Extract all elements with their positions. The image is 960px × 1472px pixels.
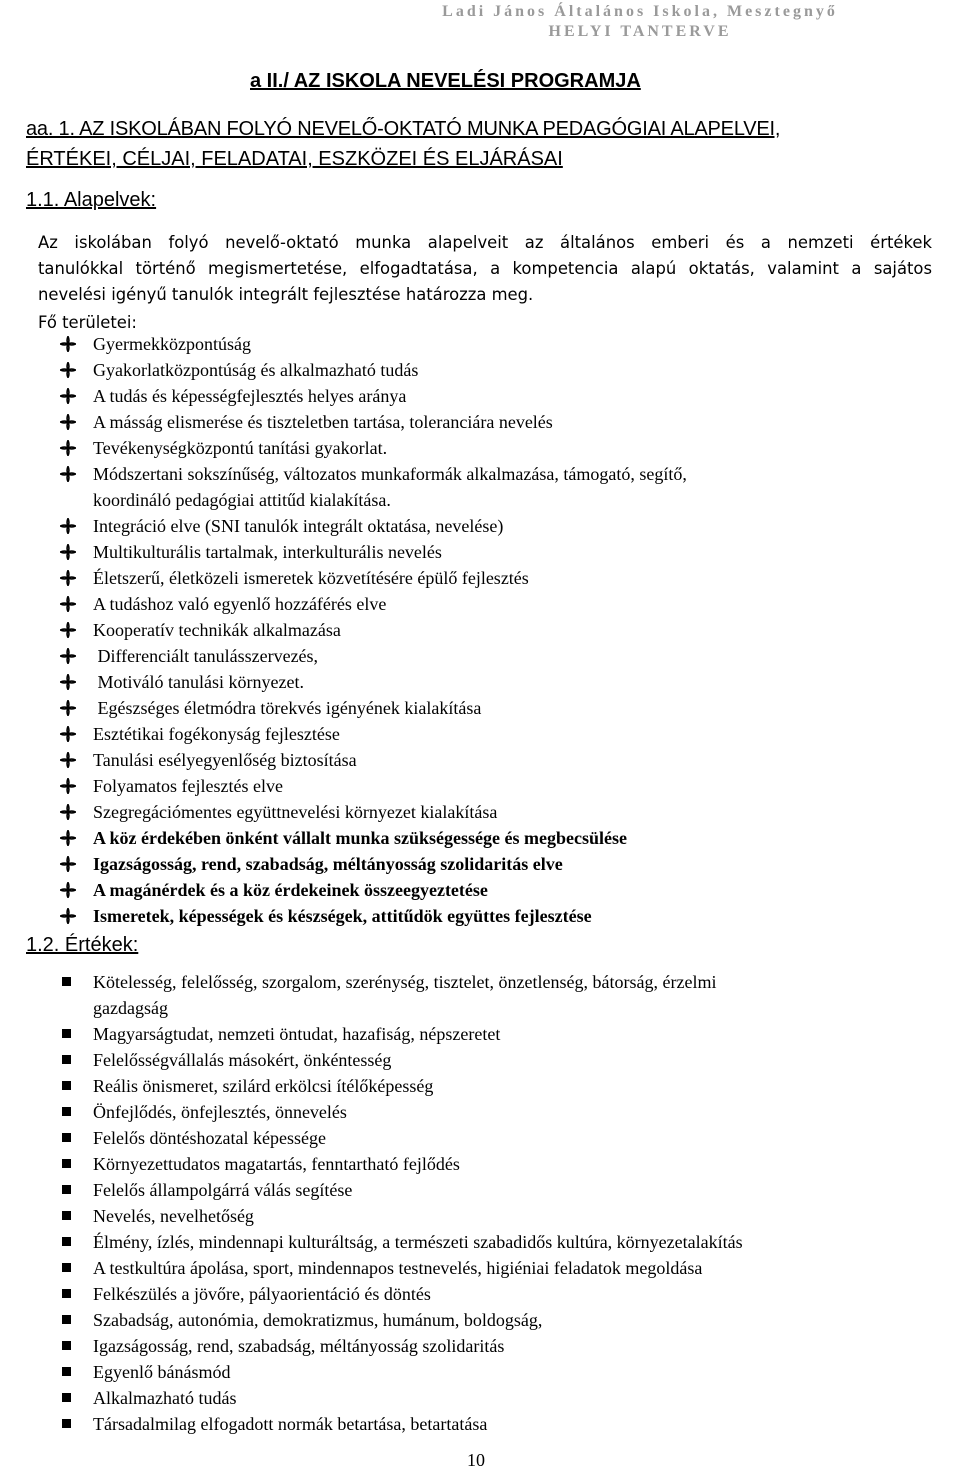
value-item <box>60 969 743 1021</box>
principle-text: Igazságosság, rend, szabadság, méltányosság szolidaritás elve <box>93 854 563 874</box>
value-text: Társadalmilag elfogadott normák betartása, betartatása <box>93 1414 488 1434</box>
diamond-bullet-icon <box>60 570 76 586</box>
principle-item <box>60 409 687 435</box>
value-text: Egyenlő bánásmód <box>93 1362 231 1382</box>
principle-item <box>60 357 687 383</box>
subsection-heading-alapelvek: 1.1. Alapelvek: <box>26 189 157 211</box>
principle-item <box>60 721 687 747</box>
principle-item <box>60 513 687 539</box>
square-bullet-icon <box>62 1367 71 1376</box>
principle-text: Egészséges életmódra törekvés igényének kialakítása <box>93 698 482 718</box>
value-text: Nevelés, nevelhetőség <box>93 1206 254 1226</box>
square-bullet-icon <box>62 1393 71 1402</box>
principle-item <box>60 747 687 773</box>
diamond-bullet-icon <box>60 882 76 898</box>
diamond-bullet-icon <box>60 388 76 404</box>
paragraph-line: tanulókkal történő megismertetése, elfogadtatása, a kompetencia alapú oktatás, valamint a sajátos <box>38 258 932 278</box>
value-item <box>60 1047 743 1073</box>
diamond-bullet-icon <box>60 908 76 924</box>
header-school-name: Ladi János Általános Iskola, Mesztegnyő <box>442 3 838 20</box>
square-bullet-icon <box>62 1159 71 1168</box>
square-bullet-icon <box>62 1107 71 1116</box>
areas-label: Fő területei: <box>38 313 137 332</box>
principle-text: A magánérdek és a köz érdekeinek összeegyeztetése <box>93 880 488 900</box>
square-bullet-icon <box>62 1029 71 1038</box>
values-list <box>60 969 743 1437</box>
diamond-bullet-icon <box>60 752 76 768</box>
diamond-bullet-icon <box>60 830 76 846</box>
value-text: Igazságosság, rend, szabadság, méltányosság szolidaritás <box>93 1336 505 1356</box>
principle-item <box>60 539 687 565</box>
value-item <box>60 1021 743 1047</box>
value-text: A testkultúra ápolása, sport, mindennapos testnevelés, higiéniai feladatok megoldása <box>93 1258 703 1278</box>
value-text: Kötelesség, felelősség, szorgalom, szerénység, tisztelet, önzetlenség, bátorság, érzelmi <box>93 972 717 992</box>
diamond-bullet-icon <box>60 700 76 716</box>
section-heading-line2: ÉRTÉKEI, CÉLJAI, FELADATAI, ESZKÖZEI ÉS ELJÁRÁSAI <box>26 148 563 170</box>
value-item <box>60 1229 743 1255</box>
principle-item <box>60 383 687 409</box>
value-text: Magyarságtudat, nemzeti öntudat, hazafiság, népszeretet <box>93 1024 501 1044</box>
diamond-bullet-icon <box>60 440 76 456</box>
value-text: Felelősségvállalás másokért, önkéntesség <box>93 1050 392 1070</box>
header-curriculum: HELYI TANTERVE <box>548 23 732 40</box>
diamond-bullet-icon <box>60 726 76 742</box>
value-text-continued: gazdagság <box>93 998 168 1018</box>
diamond-bullet-icon <box>60 466 76 482</box>
principle-text: A tudáshoz való egyenlő hozzáférés elve <box>93 594 387 614</box>
diamond-bullet-icon <box>60 362 76 378</box>
principle-text: Folyamatos fejlesztés elve <box>93 776 283 796</box>
principle-text: Tevékenységközpontú tanítási gyakorlat. <box>93 438 388 458</box>
square-bullet-icon <box>62 1211 71 1220</box>
diamond-bullet-icon <box>60 336 76 352</box>
principle-text: Életszerű, életközeli ismeretek közvetítésére épülő fejlesztés <box>93 568 529 588</box>
diamond-bullet-icon <box>60 856 76 872</box>
value-item <box>60 1203 743 1229</box>
principle-item <box>60 461 687 513</box>
principle-item <box>60 773 687 799</box>
value-text: Felelős döntéshozatal képessége <box>93 1128 326 1148</box>
square-bullet-icon <box>62 1081 71 1090</box>
principle-text: Integráció elve (SNI tanulók integrált oktatása, nevelése) <box>93 516 504 536</box>
value-item <box>60 1281 743 1307</box>
diamond-bullet-icon <box>60 518 76 534</box>
section-heading-line1: aa. 1. AZ ISKOLÁBAN FOLYÓ NEVELŐ-OKTATÓ MUNKA PEDAGÓGIAI ALAPELVEI, <box>26 118 781 140</box>
diamond-bullet-icon <box>60 648 76 664</box>
principle-item <box>60 591 687 617</box>
value-item <box>60 1125 743 1151</box>
principle-item <box>60 799 687 825</box>
principle-item <box>60 877 687 903</box>
principle-text: Módszertani sokszínűség, változatos munkaformák alkalmazása, támogató, segítő, <box>93 464 687 484</box>
value-item <box>60 1359 743 1385</box>
value-item <box>60 1073 743 1099</box>
value-text: Környezettudatos magatartás, fenntartható fejlődés <box>93 1154 460 1174</box>
principle-item <box>60 617 687 643</box>
value-text: Élmény, ízlés, mindennapi kulturáltság, a természeti szabadidős kultúra, környezetalakítás <box>93 1232 743 1252</box>
square-bullet-icon <box>62 977 71 986</box>
value-text: Alkalmazható tudás <box>93 1388 237 1408</box>
principle-text: A köz érdekében önként vállalt munka szükségessége és megbecsülése <box>93 828 627 848</box>
principle-item <box>60 565 687 591</box>
square-bullet-icon <box>62 1263 71 1272</box>
page-title: a II./ AZ ISKOLA NEVELÉSI PROGRAMJA <box>250 70 641 92</box>
diamond-bullet-icon <box>60 544 76 560</box>
square-bullet-icon <box>62 1419 71 1428</box>
principle-text-continued: koordináló pedagógiai attitűd kialakítása. <box>93 490 391 510</box>
principle-text: A másság elismerése és tiszteletben tartása, toleranciára nevelés <box>93 412 553 432</box>
value-text: Önfejlődés, önfejlesztés, önnevelés <box>93 1102 347 1122</box>
principle-item <box>60 903 687 929</box>
paragraph-line: Az iskolában folyó nevelő-oktató munka alapelveit az általános emberi és a nemzeti értékek <box>38 233 932 252</box>
subsection-heading-ertekek: 1.2. Értékek: <box>26 934 139 956</box>
principle-item <box>60 825 687 851</box>
square-bullet-icon <box>62 1237 71 1246</box>
principle-text: Gyermekközpontúság <box>93 334 251 354</box>
square-bullet-icon <box>62 1315 71 1324</box>
principle-text: Kooperatív technikák alkalmazása <box>93 620 341 640</box>
principle-item <box>60 643 687 669</box>
diamond-bullet-icon <box>60 622 76 638</box>
diamond-bullet-icon <box>60 804 76 820</box>
principle-text: Motiváló tanulási környezet. <box>93 672 304 692</box>
square-bullet-icon <box>62 1055 71 1064</box>
principle-text: Multikulturális tartalmak, interkulturális nevelés <box>93 542 442 562</box>
principle-text: Ismeretek, képességek és készségek, attitűdök együttes fejlesztése <box>93 906 592 926</box>
value-text: Reális önismeret, szilárd erkölcsi ítélőképesség <box>93 1076 434 1096</box>
diamond-bullet-icon <box>60 414 76 430</box>
diamond-bullet-icon <box>60 778 76 794</box>
value-item <box>60 1255 743 1281</box>
principle-text: Szegregációmentes együttnevelési környezet kialakítása <box>93 802 498 822</box>
square-bullet-icon <box>62 1289 71 1298</box>
value-item <box>60 1177 743 1203</box>
principle-text: A tudás és képességfejlesztés helyes aránya <box>93 386 407 406</box>
principle-item <box>60 695 687 721</box>
square-bullet-icon <box>62 1133 71 1142</box>
page-number: 10 <box>467 1450 485 1470</box>
principle-item <box>60 851 687 877</box>
square-bullet-icon <box>62 1185 71 1194</box>
diamond-bullet-icon <box>60 596 76 612</box>
intro-paragraph <box>38 230 932 307</box>
value-item <box>60 1307 743 1333</box>
principle-text: Gyakorlatközpontúság és alkalmazható tudás <box>93 360 419 380</box>
value-item <box>60 1151 743 1177</box>
value-item <box>60 1411 743 1437</box>
principle-item <box>60 331 687 357</box>
value-item <box>60 1099 743 1125</box>
principle-text: Differenciált tanulásszervezés, <box>93 646 319 666</box>
value-text: Felelős állampolgárrá válás segítése <box>93 1180 353 1200</box>
principle-text: Esztétikai fogékonyság fejlesztése <box>93 724 340 744</box>
principle-item <box>60 435 687 461</box>
principles-list <box>60 331 687 929</box>
value-text: Szabadság, autonómia, demokratizmus, humánum, boldogság, <box>93 1310 543 1330</box>
square-bullet-icon <box>62 1341 71 1350</box>
principle-item <box>60 669 687 695</box>
value-item <box>60 1385 743 1411</box>
diamond-bullet-icon <box>60 674 76 690</box>
paragraph-line: nevelési igényű tanulók integrált fejlesztése határozza meg. <box>38 284 534 304</box>
value-item <box>60 1333 743 1359</box>
value-text: Felkészülés a jövőre, pályaorientáció és döntés <box>93 1284 431 1304</box>
principle-text: Tanulási esélyegyenlőség biztosítása <box>93 750 357 770</box>
